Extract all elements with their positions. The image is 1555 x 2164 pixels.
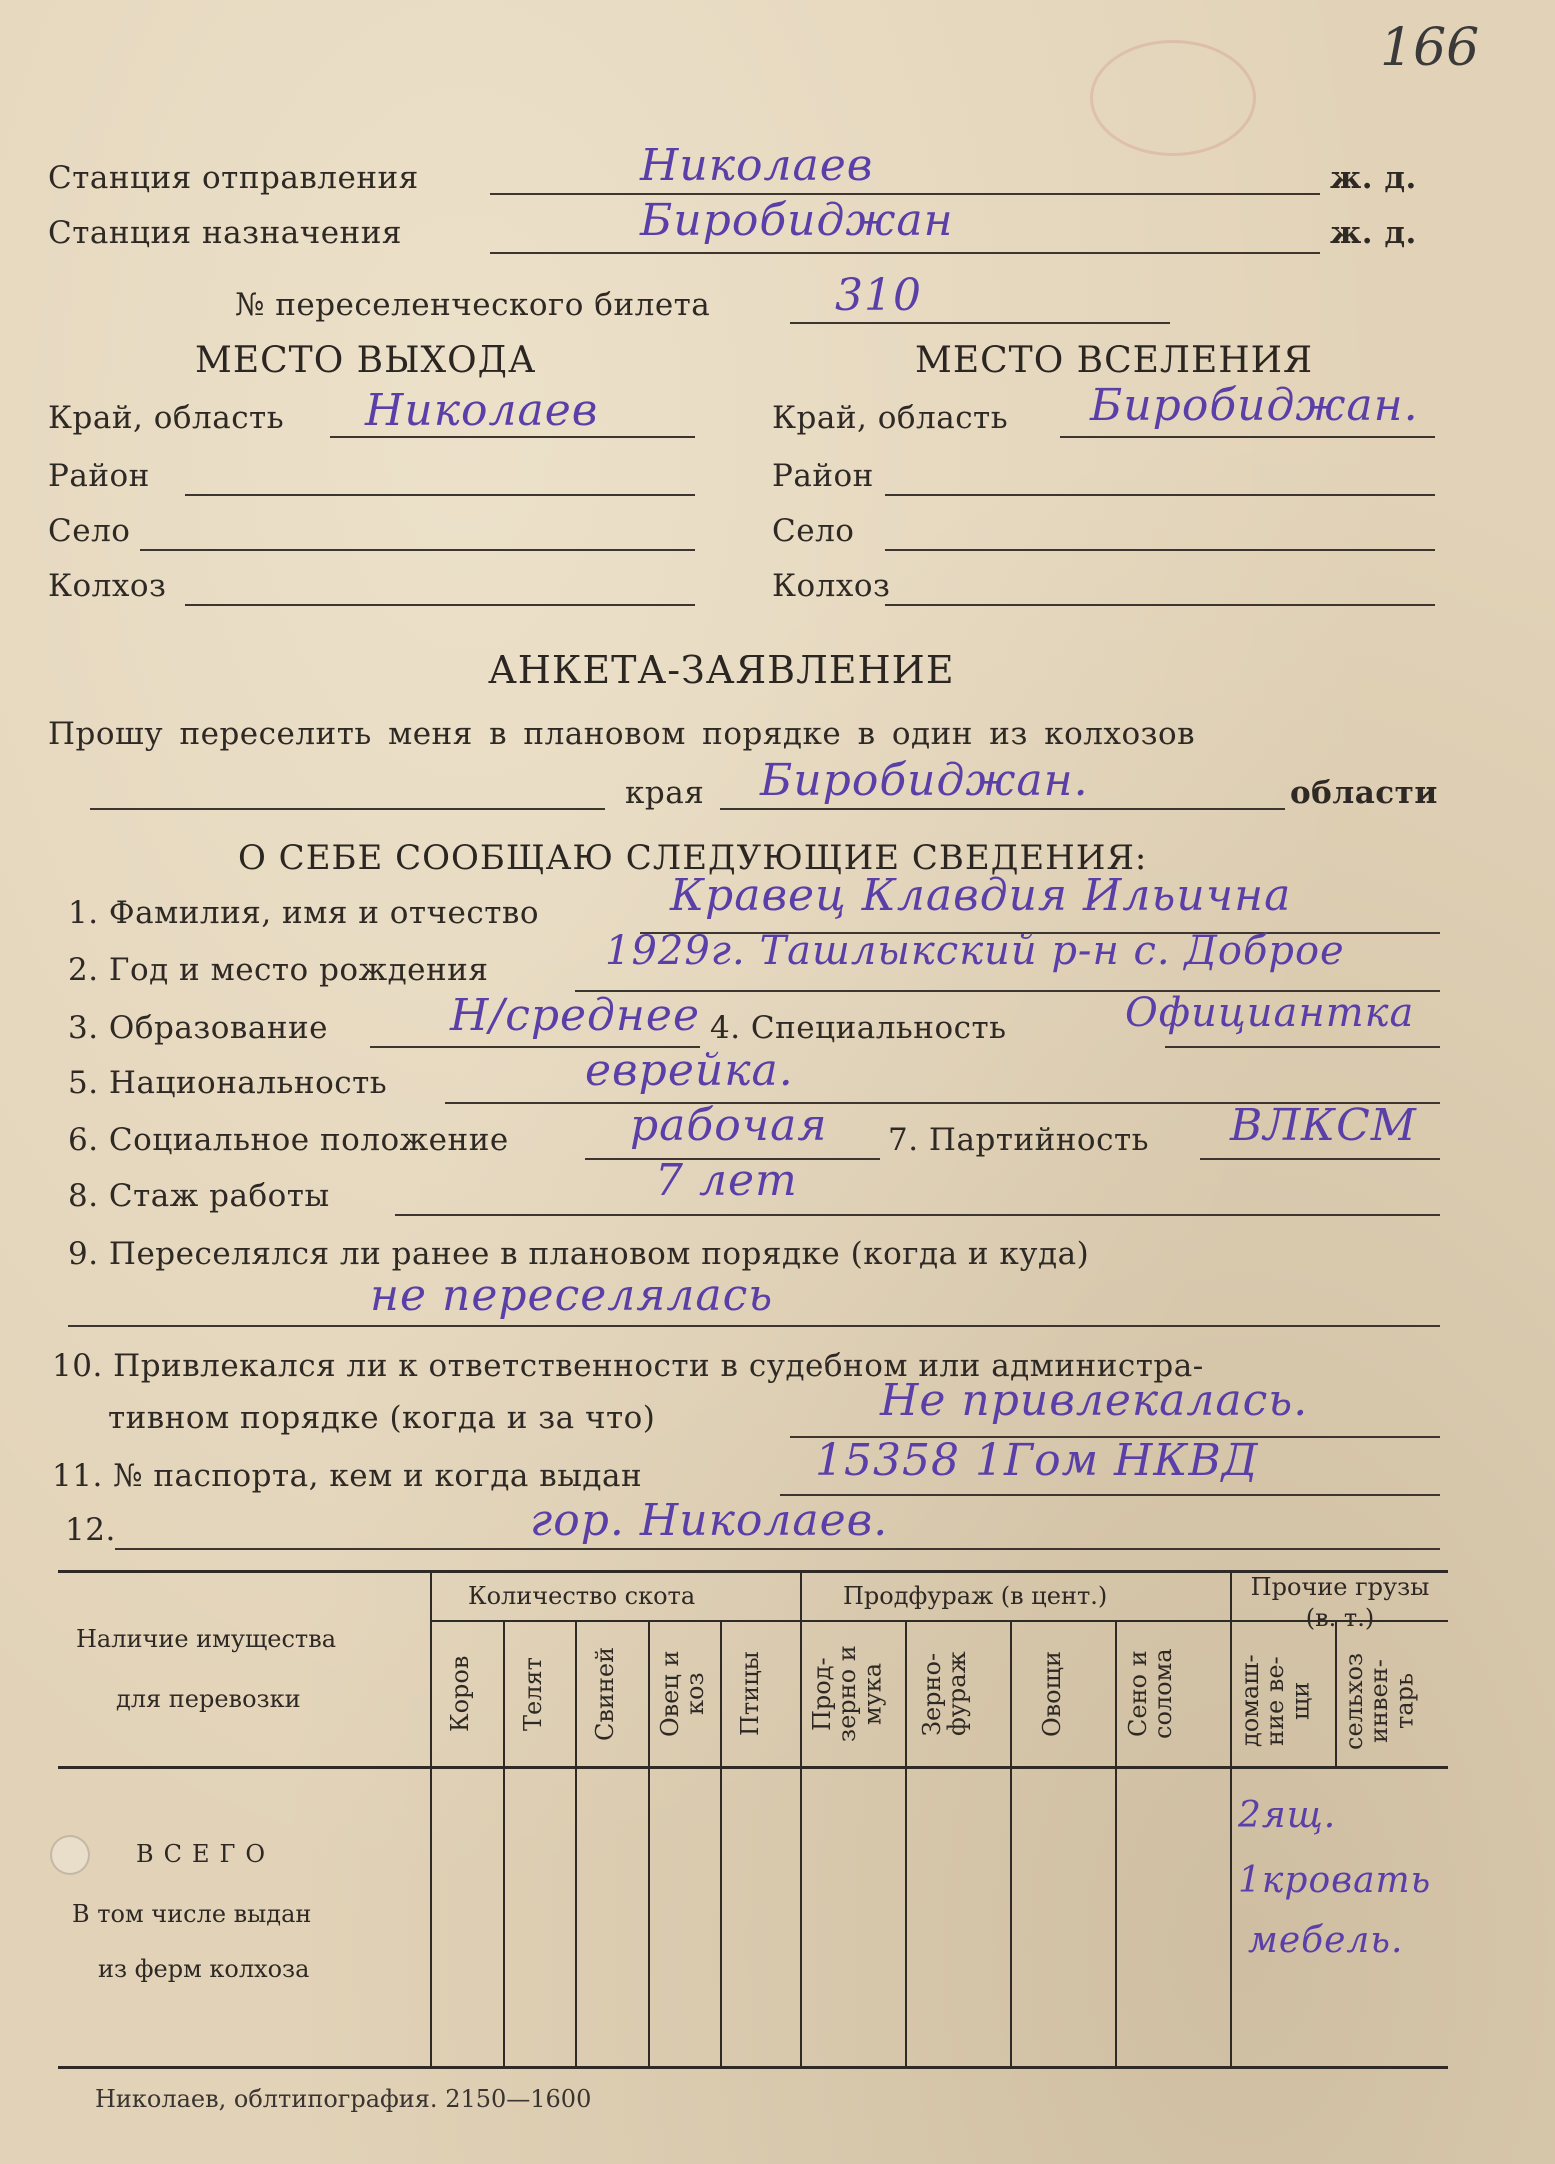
property-table — [58, 1570, 1448, 2070]
other-cargo-value-1: 2ящ. — [1238, 1795, 1337, 1836]
origin-kolkhoz-line — [185, 604, 695, 606]
passport-label: 11. № паспорта, кем и когда выдан — [52, 1458, 643, 1494]
request-kray-line — [720, 808, 1285, 810]
birth-value: 1929г. Ташлыкский р-н с. Доброе — [605, 928, 1345, 974]
education-value: Н/среднее — [450, 990, 700, 1041]
table-divider — [1230, 1570, 1232, 2066]
settlement-region-value: Биробиджан. — [1090, 380, 1419, 431]
table-divider — [503, 1622, 505, 2066]
other-cargo-value-3: мебель. — [1248, 1920, 1404, 1961]
col-header-farm-equipment: сельхоз инвен-тарь — [1340, 1652, 1419, 1750]
origin-district-label: Район — [48, 458, 150, 494]
ticket-number-label: № переселенческого билета — [235, 287, 711, 323]
education-label: 3. Образование — [68, 1010, 329, 1046]
item12-line — [115, 1548, 1440, 1550]
settlement-district-line — [885, 494, 1435, 496]
other-cargo-group-header: Прочие грузы (в. т.) — [1250, 1573, 1430, 1633]
col-header-cows: Коров — [446, 1655, 474, 1733]
social-status-label: 6. Социальное положение — [68, 1122, 509, 1158]
table-divider — [575, 1622, 577, 2066]
table-divider — [1335, 1622, 1337, 1766]
issued-label-line2: из ферм колхоза — [98, 1955, 310, 1983]
col-header-calves: Телят — [519, 1657, 547, 1731]
faded-stamp-mark — [1090, 40, 1256, 156]
table-divider — [430, 1570, 432, 2066]
page-number: 166 — [1380, 18, 1480, 78]
request-kray-value: Биробиджан. — [760, 755, 1089, 806]
destination-station-line — [490, 252, 1320, 254]
issued-label-line1: В том числе выдан — [72, 1900, 312, 1928]
settlement-region-line — [1060, 436, 1435, 438]
origin-heading: МЕСТО ВЫХОДА — [195, 340, 537, 381]
col-header-hay-straw: Сено и солома — [1124, 1648, 1178, 1740]
experience-label: 8. Стаж работы — [68, 1178, 330, 1214]
party-value: ВЛКСМ — [1230, 1100, 1417, 1151]
destination-station-label: Станция назначения — [48, 215, 402, 251]
origin-district-line — [185, 494, 695, 496]
settlement-kolkhoz-label: Колхоз — [772, 568, 891, 604]
total-row-label: ВСЕГО — [136, 1840, 276, 1868]
party-line — [1200, 1158, 1440, 1160]
experience-line — [395, 1214, 1440, 1216]
social-status-value: рабочая — [630, 1100, 828, 1151]
liability-label-line2: тивном порядке (когда и за что) — [108, 1400, 656, 1436]
table-divider — [1010, 1622, 1012, 2066]
name-value: Кравец Клавдия Ильична — [670, 870, 1292, 921]
origin-region-label: Край, область — [48, 400, 285, 436]
settlement-region-label: Край, область — [772, 400, 1009, 436]
settlement-district-label: Район — [772, 458, 874, 494]
request-kray-label: края — [625, 775, 705, 811]
liability-value: Не привлекалась. — [880, 1375, 1309, 1426]
origin-kolkhoz-label: Колхоз — [48, 568, 167, 604]
item12-label: 12. — [65, 1512, 116, 1548]
resettled-line — [68, 1325, 1440, 1327]
other-cargo-value-2: 1кровать — [1238, 1860, 1432, 1901]
col-header-feed-grain: Зерно-фураж — [918, 1651, 972, 1737]
table-divider — [648, 1622, 650, 2066]
table-header-border — [58, 1766, 1448, 1769]
liability-label-line1: 10. Привлекался ли к ответственности в судебном или администра- — [52, 1348, 1204, 1384]
row-header-line2: для перевозки — [116, 1685, 301, 1713]
specialty-label: 4. Специальность — [710, 1010, 1007, 1046]
departure-station-value: Николаев — [640, 140, 874, 191]
origin-village-label: Село — [48, 513, 131, 549]
col-header-sheep-goats: Овец и коз — [656, 1650, 710, 1738]
nationality-label: 5. Национальность — [68, 1065, 388, 1101]
departure-station-label: Станция отправления — [48, 160, 419, 196]
specialty-value: Официантка — [1125, 990, 1415, 1036]
experience-value: 7 лет — [655, 1155, 798, 1206]
request-oblast-label: области — [1290, 775, 1438, 811]
livestock-group-header: Количество скота — [468, 1582, 696, 1610]
nationality-value: еврейка. — [585, 1045, 794, 1096]
party-label: 7. Партийность — [888, 1122, 1149, 1158]
col-header-household-items: домаш-ние ве-щи — [1236, 1654, 1315, 1748]
departure-railway-suffix: ж. д. — [1330, 160, 1417, 196]
item12-value: гор. Николаев. — [530, 1495, 889, 1546]
printer-imprint: Николаев, облтипография. 2150—1600 — [95, 2085, 592, 2113]
settlement-village-label: Село — [772, 513, 855, 549]
birth-label: 2. Год и место рождения — [68, 952, 489, 988]
passport-value: 15358 1Гом НКВД — [815, 1435, 1259, 1486]
name-label: 1. Фамилия, имя и отчество — [68, 895, 540, 931]
table-divider — [720, 1622, 722, 2066]
request-text: Прошу переселить меня в плановом порядке в один из колхозов — [48, 716, 1196, 752]
ticket-number-value: 310 — [835, 270, 922, 321]
fodder-group-header: Продфураж (в цент.) — [843, 1582, 1108, 1610]
origin-region-line — [330, 436, 695, 438]
settlement-kolkhoz-line — [885, 604, 1435, 606]
col-header-pigs: Свиней — [591, 1646, 619, 1742]
info-heading: О СЕБЕ СООБЩАЮ СЛЕДУЮЩИЕ СВЕДЕНИЯ: — [238, 838, 1148, 878]
form-title: АНКЕТА-ЗАЯВЛЕНИЕ — [488, 648, 955, 692]
table-bottom-border — [58, 2066, 1448, 2069]
origin-village-line — [140, 549, 695, 551]
table-divider — [800, 1570, 802, 2066]
col-header-poultry: Птицы — [736, 1651, 764, 1737]
destination-railway-suffix: ж. д. — [1330, 215, 1417, 251]
row-header-line1: Наличие имущества — [76, 1625, 337, 1653]
destination-station-value: Биробиджан — [640, 195, 954, 246]
specialty-line — [1165, 1046, 1440, 1048]
col-header-vegetables: Овощи — [1038, 1651, 1066, 1737]
table-divider — [905, 1622, 907, 2066]
table-divider — [1115, 1622, 1117, 2066]
resettled-value: не переселялась — [370, 1270, 774, 1321]
col-header-grain-flour: Прод-зерно и мука — [808, 1645, 887, 1743]
settlement-village-line — [885, 549, 1435, 551]
resettled-label: 9. Переселялся ли ранее в плановом порядке (когда и куда) — [68, 1236, 1090, 1272]
ticket-number-line — [790, 322, 1170, 324]
settlement-heading: МЕСТО ВСЕЛЕНИЯ — [915, 340, 1314, 381]
origin-region-value: Николаев — [365, 385, 599, 436]
request-blank-line — [90, 808, 605, 810]
